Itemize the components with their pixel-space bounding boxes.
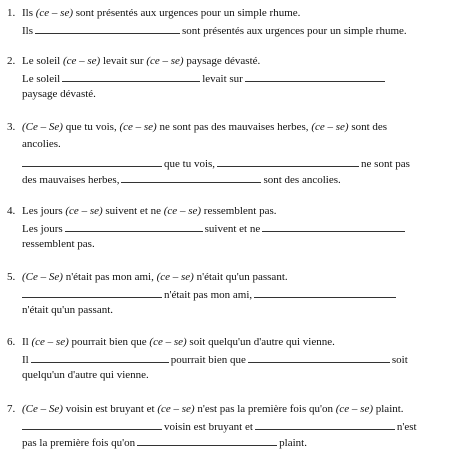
blank-field[interactable] (137, 435, 277, 446)
blank-field[interactable] (22, 156, 162, 167)
answer-line (22, 419, 439, 435)
question-line (7, 204, 443, 220)
answer-text: voisin est bruyant et (164, 421, 253, 433)
answer-block (22, 221, 439, 252)
answer-text: n'était pas mon ami, (164, 289, 253, 301)
answer-line (22, 71, 439, 87)
question-text: n'était qu'un passant. (193, 271, 288, 283)
answer-line (22, 221, 439, 237)
blank-field[interactable] (62, 71, 200, 82)
question-text: soit quelqu'un d'autre qui vienne. (186, 336, 335, 348)
question-text: que tu vois, (62, 121, 120, 133)
choice-text: (Ce – Se) (22, 271, 63, 283)
question-text: n'était pas mon ami, (62, 271, 157, 283)
question-text: n'est pas la première fois qu'on (194, 403, 336, 415)
answer-text: Les jours (22, 223, 63, 235)
answer-text: soit (391, 354, 408, 366)
answer-text: ne sont pas (361, 158, 410, 170)
choice-text: (ce – se) (31, 336, 69, 348)
item-number: 4. (7, 205, 16, 217)
choice-text: (Ce – Se) (22, 121, 63, 133)
answer-block (22, 23, 439, 39)
choice-text: (ce – se) (149, 336, 187, 348)
choice-text: (ce – se) (157, 403, 195, 415)
answer-text: n'était qu'un passant. (22, 303, 114, 316)
question-line (7, 120, 443, 136)
question-text: sont présentés aux urgences pour un simple rhume. (73, 7, 301, 19)
item-number: 3. (7, 121, 16, 133)
answer-text: que tu vois, (164, 158, 216, 170)
choice-text: (ce – se) (62, 55, 101, 67)
choice-text: (ce – se) (65, 205, 103, 217)
answer-line (22, 435, 439, 451)
blank-field[interactable] (22, 419, 162, 430)
question-line (7, 402, 443, 418)
question-text: Ils (22, 7, 36, 19)
item-number: 6. (7, 336, 16, 348)
answer-line (22, 172, 439, 188)
answer-text: sont présentés aux urgences pour un simple rhume. (182, 25, 407, 37)
answer-block (22, 352, 439, 383)
answer-block (22, 156, 439, 187)
blank-field[interactable] (35, 23, 180, 34)
choice-text: (ce – se) (146, 55, 184, 67)
answer-line (22, 352, 439, 368)
answer-text: Ils (22, 25, 33, 37)
answer-text: des mauvaises herbes, (22, 173, 120, 186)
choice-text: (Ce – Se) (22, 403, 63, 415)
choice-text: (ce – se) (35, 7, 74, 19)
answer-text: Il (22, 354, 29, 366)
choice-text: (ce – se) (163, 205, 202, 217)
item-number: 5. (7, 271, 16, 283)
answer-text: ressemblent pas. (22, 237, 95, 250)
blank-field[interactable] (254, 287, 396, 298)
answer-block (22, 287, 439, 318)
question-text: paysage dévasté. (183, 55, 261, 67)
choice-text: (ce – se) (335, 403, 373, 415)
answer-text: pas la première fois qu'on (22, 436, 136, 449)
answer-line (22, 287, 439, 303)
question-text: voisin est bruyant et (62, 403, 158, 415)
answer-block (22, 71, 439, 102)
question-text: plaint. (373, 403, 404, 415)
choice-text: (ce – se) (119, 121, 157, 133)
question-line (7, 54, 443, 70)
answer-text: suivent et ne (204, 223, 261, 235)
blank-field[interactable] (22, 287, 162, 298)
answer-text: pourrait bien que (170, 354, 246, 366)
question-text: suivent et ne (102, 205, 164, 217)
choice-text: (ce – se) (311, 121, 349, 133)
answer-text: sont des ancolies. (263, 173, 341, 186)
blank-field[interactable] (255, 419, 395, 430)
question-line (7, 270, 443, 286)
question-text: pourrait bien que (68, 336, 150, 348)
answer-text: plaint. (279, 436, 307, 449)
blank-field[interactable] (65, 221, 203, 232)
question-text: levait sur (100, 55, 147, 67)
choice-text: (ce – se) (156, 271, 194, 283)
question-text: Les jours (22, 205, 66, 217)
blank-field[interactable] (217, 156, 359, 167)
blank-field[interactable] (31, 352, 169, 363)
blank-field[interactable] (248, 352, 390, 363)
question-text: Le soleil (22, 55, 63, 67)
item-number: 2. (7, 55, 16, 67)
answer-text: n'est (396, 421, 417, 433)
blank-field[interactable] (262, 221, 405, 232)
answer-block (22, 419, 439, 450)
blank-field[interactable] (245, 71, 385, 82)
answer-line (22, 156, 439, 172)
question-line (7, 335, 443, 351)
question-text: ne sont pas des mauvaises herbes, (156, 121, 312, 133)
question-text: sont des (348, 121, 388, 133)
item-number: 1. (7, 7, 16, 19)
question-text: ancolies. (22, 138, 61, 150)
answer-line (22, 23, 439, 39)
answer-text: Le soleil (22, 73, 61, 85)
item-number: 7. (7, 403, 16, 415)
answer-text: paysage dévasté. (22, 87, 96, 100)
blank-field[interactable] (121, 172, 261, 183)
question-text: ressemblent pas. (201, 205, 277, 217)
answer-text: levait sur (202, 73, 243, 85)
answer-text: quelqu'un d'autre qui vienne. (22, 368, 149, 381)
question-line (7, 6, 443, 22)
question-text: Il (22, 336, 32, 348)
